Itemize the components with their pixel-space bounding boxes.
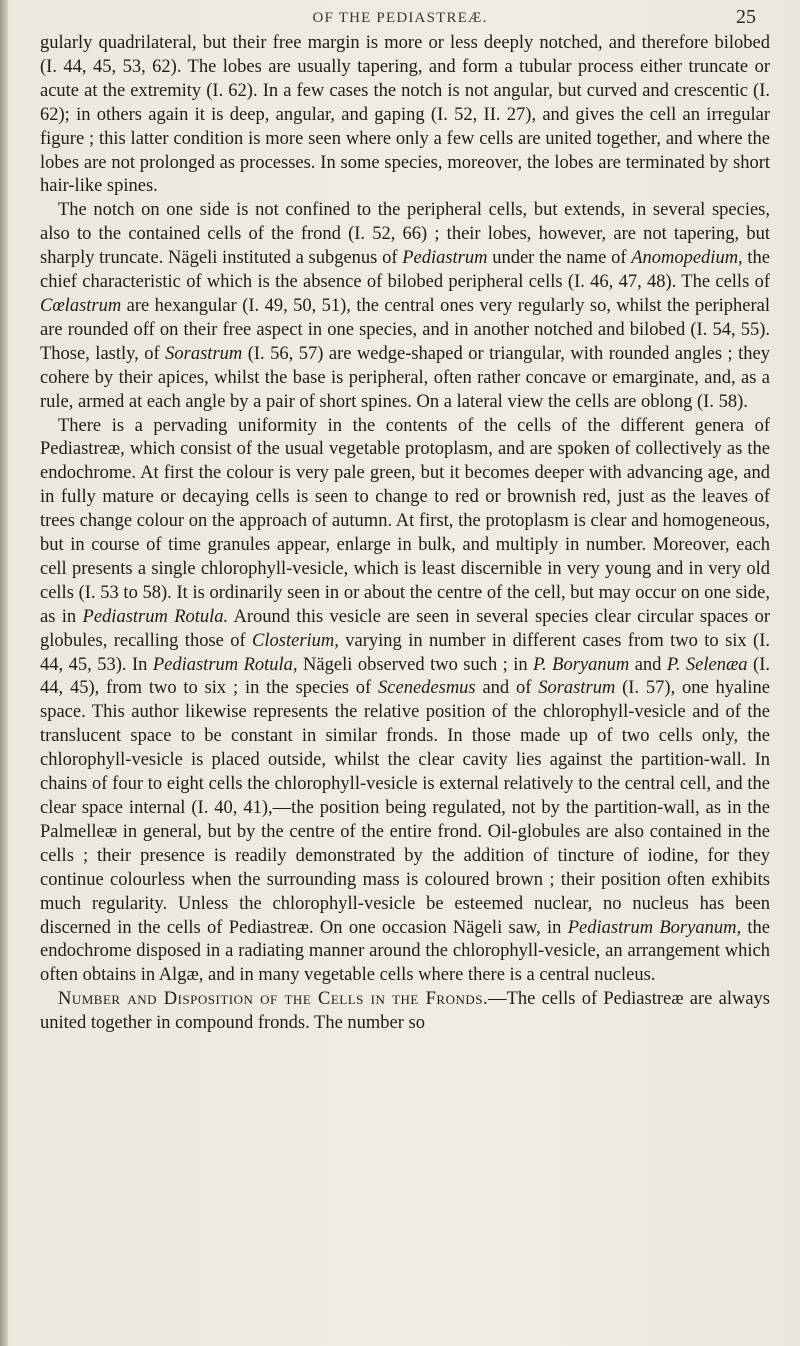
page-header: [0, 6, 800, 32]
text-run: the endochrome disposed in a radiating manner around the chlorophyll-vesicle, an arrangement which often obtains in Algæ, and in many vegetable cells where there is a central nucleus.: [40, 917, 770, 986]
text-run: and: [629, 654, 667, 675]
section-heading: Number and Disposition of the Cells in the Fronds.: [58, 989, 489, 1010]
text-run: There is a pervading uniformity in the contents of the cells of the different genera of Pediastreæ, which consist of the usual vegetable protoplasm, and are spoken of collectively as the endochrome. At first the colour is very pale green, but it becomes deeper with advancing age, and in fully mature or decaying cells is seen to change to red or brownish red, just as the leaves of trees change colour on the approach of autumn. At first, the protoplasm is clear and homogeneous, but in course of time granules appear, enlarge in bulk, and multiply in number. Moreover, each cell presents a single chlorophyll-vesicle, which is least discernible in very young and in very old cells (I. 53 to 58). It is ordinarily seen in or about the centre of the cell, but may occur on one side, as in: [40, 415, 770, 627]
italic-text: Pediastrum: [402, 248, 488, 269]
italic-text: Sorastrum: [538, 678, 616, 699]
italic-text: P. Boryanum: [533, 654, 630, 675]
text-run: under the name of: [487, 248, 632, 269]
text-run: and of: [475, 678, 539, 699]
italic-text: Pediastrum Boryanum,: [567, 917, 742, 938]
text-run: Nägeli observed two such ; in: [297, 654, 534, 675]
text-run: varying in number in different cases from two to six (I. 44, 45, 53). In: [40, 630, 770, 675]
italic-text: Pediastrum Rotula.: [82, 606, 229, 627]
paragraph: [40, 199, 770, 414]
text-run: gularly quadrilateral, but their free margin is more or less deeply notched, and therefore bilobed (I. 44, 45, 53, 62). The lobes are usually tapering, and form a tubular process either truncate or acute at the extremity (I. 62). In a few cases the notch is not angular, but curved and crescentic (I. 62); in others again it is deep, angular, and gaping (I. 52, II. 27), and gives the cell an irregular figure ; this latter condition is more seen where only a few cells are united together, and where the lobes are not prolonged as processes. In some species, moreover, the lobes are terminated by short hair-like spines.: [40, 33, 770, 197]
text-run: The notch on one side is not confined to the peripheral cells, but extends, in several species, also to the contained cells of the frond (I. 52, 66) ; their lobes, however, are not tapering, but sharply truncate. Nägeli instituted a subgenus of: [40, 200, 770, 269]
page-number: 25: [736, 6, 756, 28]
italic-text: Closterium,: [252, 630, 339, 651]
body-text: [40, 32, 770, 1036]
text-run: (I. 57), one hyaline space. This author likewise represents the relative position of the chlorophyll-vesicle and of the translucent space to be constant in similar fronds. In those made up of two cells only, the chlorophyll-vesicle is placed outside, whilst the clear cavity lies against the partition-wall. In chains of four to eight cells the chlorophyll-vesicle is external relatively to the central cell, and the clear space internal (I. 40, 41),—the position being regulated, not by the partition-wall, as in the Palmelleæ in general, but by the centre of the entire frond. Oil-globules are also contained in the cells ; their presence is readily demonstrated by the addition of tincture of iodine, for they continue colourless when the surrounding mass is coloured brown ; their position often exhibits much regularity. Unless the chlorophyll-vesicle be esteemed nuclear, no nucleus has been discerned in the cells of Pediastreæ. On one occasion Nägeli saw, in: [40, 678, 770, 938]
page-binding-edge: [0, 0, 8, 1346]
running-head: OF THE PEDIASTREÆ.: [312, 10, 488, 26]
italic-text: Anomopedium,: [631, 248, 743, 269]
text-run: (I. 44, 45), from two to six ; in the species of: [40, 654, 770, 699]
paragraph: [40, 988, 770, 1036]
text-run: the chief characteristic of which is the absence of bilobed peripheral cells (I. 46, 47, 48). The cells of: [40, 248, 770, 293]
italic-text: Cœlastrum: [40, 295, 122, 316]
italic-text: Sorastrum: [165, 343, 243, 364]
text-run: —The cells of Pediastreæ are always united together in compound fronds. The number so: [40, 989, 770, 1034]
italic-text: Pediastrum Rotula,: [152, 654, 298, 675]
text-run: Around this vesicle are seen in several species clear circular spaces or globules, recalling those of: [40, 606, 770, 651]
text-run: are hexangular (I. 49, 50, 51), the central ones very regularly so, whilst the peripheral are rounded off on their free aspect in one species, and in another notched and bilobed (I. 54, 55). Those, lastly, of: [40, 295, 770, 364]
paragraph: [40, 415, 770, 989]
italic-text: P. Selenæa: [666, 654, 748, 675]
paragraph: [40, 32, 770, 199]
italic-text: Scenedesmus: [378, 678, 476, 699]
text-run: (I. 56, 57) are wedge-shaped or triangular, with rounded angles ; they cohere by their apices, whilst the base is peripheral, often rather concave or emarginate, and, as a rule, armed at each angle by a pair of short spines. On a lateral view the cells are oblong (I. 58).: [40, 343, 770, 412]
